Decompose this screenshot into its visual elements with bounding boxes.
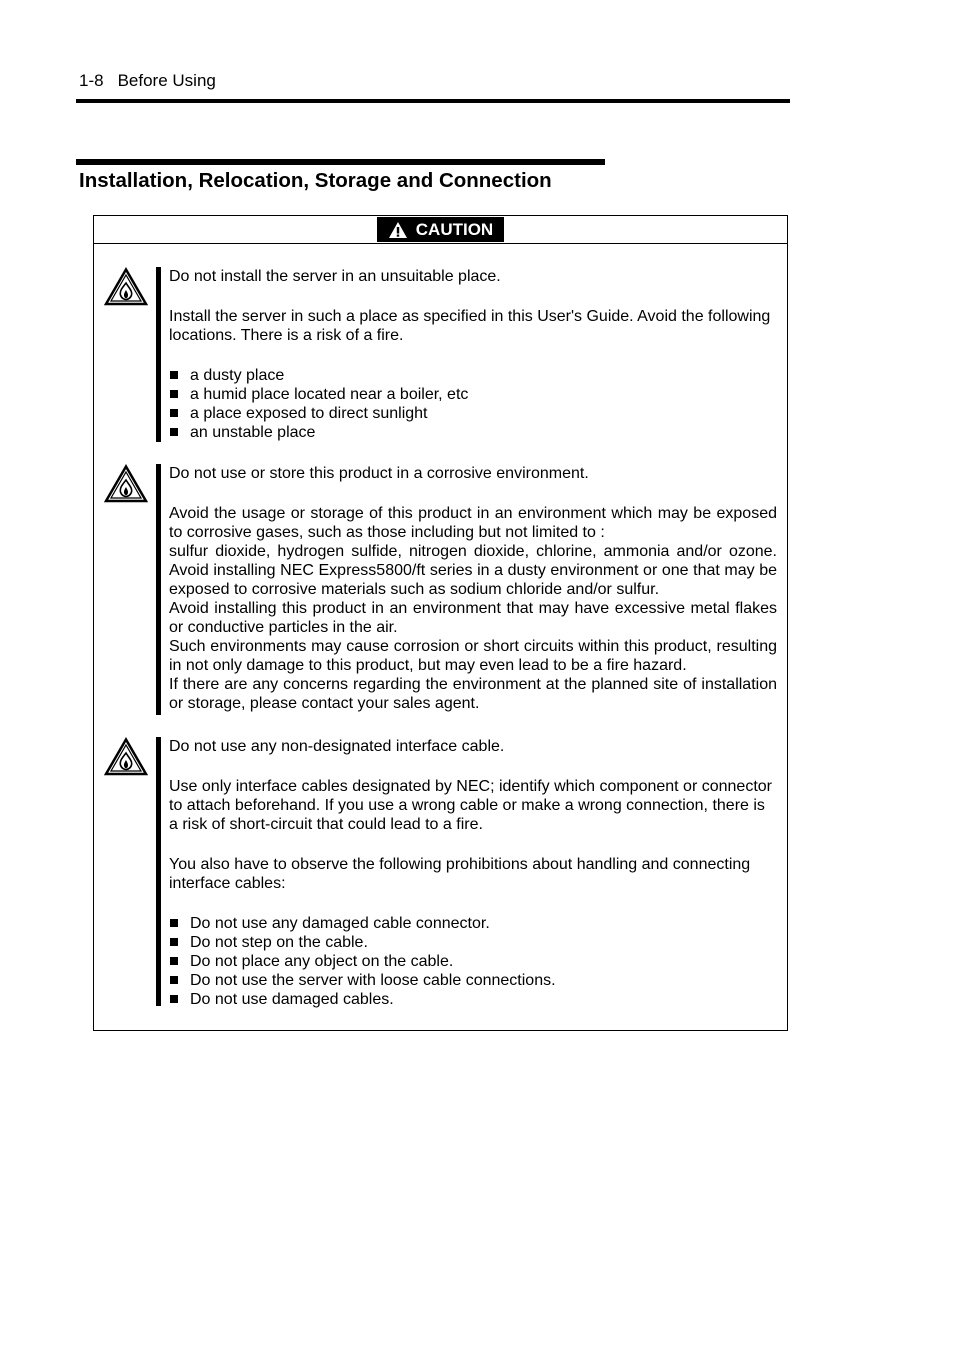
caution-badge xyxy=(377,217,504,242)
caution-label: CAUTION xyxy=(415,220,494,239)
entry-heading: Do not use any non-designated interface cable. xyxy=(169,738,505,755)
list-item: a dusty place xyxy=(169,366,777,385)
entry-body: Avoid installing this product in an environment that may have excessive metal flakes or conductive particles in the air. xyxy=(169,600,777,636)
fire-hazard-icon xyxy=(104,737,148,777)
caution-entry xyxy=(104,464,778,715)
list-item: an unstable place xyxy=(169,423,777,442)
warning-triangle-icon xyxy=(388,221,408,239)
bullet-list xyxy=(169,914,777,1009)
page-number: 1-8 xyxy=(79,71,104,90)
square-bullet-icon xyxy=(170,409,178,417)
section-rule xyxy=(76,159,605,165)
entry-marker-bar xyxy=(156,737,161,1006)
entry-marker-bar xyxy=(156,267,161,442)
square-bullet-icon xyxy=(170,938,178,946)
entry-body: Install the server in such a place as specified in this User's Guide. Avoid the following locations. There is a risk of a fire. xyxy=(169,308,771,344)
fire-hazard-icon xyxy=(104,464,148,504)
caution-box xyxy=(93,215,788,1031)
entry-heading: Do not install the server in an unsuitable place. xyxy=(169,268,501,285)
list-item: Do not use damaged cables. xyxy=(169,990,777,1009)
list-item: Do not place any object on the cable. xyxy=(169,952,777,971)
running-header xyxy=(79,70,216,92)
list-item: Do not step on the cable. xyxy=(169,933,777,952)
section-title: Installation, Relocation, Storage and Connection xyxy=(79,169,552,192)
bullet-list xyxy=(169,366,777,442)
list-item: Do not use any damaged cable connector. xyxy=(169,914,777,933)
entry-text xyxy=(169,737,777,1009)
caution-header xyxy=(94,216,787,244)
list-item: a humid place located near a boiler, etc xyxy=(169,385,777,404)
entry-body: You also have to observe the following prohibitions about handling and connecting interface cables: xyxy=(169,856,751,892)
entry-body: sulfur dioxide, hydrogen sulfide, nitrogen dioxide, chlorine, ammonia and/or ozone. xyxy=(169,543,777,560)
square-bullet-icon xyxy=(170,390,178,398)
square-bullet-icon xyxy=(170,957,178,965)
caution-entry xyxy=(104,737,778,1006)
square-bullet-icon xyxy=(170,976,178,984)
entry-body: Use only interface cables designated by NEC; identify which component or connector to attach beforehand. If you use a wrong cable or make a wrong connection, there is a risk of short-circuit that could lead to a fire. xyxy=(169,778,772,833)
list-item: a place exposed to direct sunlight xyxy=(169,404,777,423)
square-bullet-icon xyxy=(170,995,178,1003)
square-bullet-icon xyxy=(170,371,178,379)
entry-marker-bar xyxy=(156,464,161,715)
header-rule xyxy=(76,99,790,103)
entry-body: Avoid the usage or storage of this product in an environment which may be exposed to corrosive gases, such as those including but not limited to : xyxy=(169,505,777,541)
entry-body: Avoid installing NEC Express5800/ft series in a dusty environment or one that may be exposed to corrosive materials such as sodium chloride and/or sulfur. xyxy=(169,562,777,598)
entry-text xyxy=(169,464,777,713)
entry-body: If there are any concerns regarding the environment at the planned site of installation or storage, please contact your sales agent. xyxy=(169,676,777,712)
list-item: Do not use the server with loose cable connections. xyxy=(169,971,777,990)
square-bullet-icon xyxy=(170,919,178,927)
caution-entry xyxy=(104,267,778,442)
entry-heading: Do not use or store this product in a corrosive environment. xyxy=(169,465,589,482)
chapter-title: Before Using xyxy=(117,71,216,90)
entry-body: Such environments may cause corrosion or short circuits within this product, resulting in not only damage to this product, but may even lead to be a fire hazard. xyxy=(169,638,777,674)
entry-text xyxy=(169,267,777,442)
square-bullet-icon xyxy=(170,428,178,436)
fire-hazard-icon xyxy=(104,267,148,307)
